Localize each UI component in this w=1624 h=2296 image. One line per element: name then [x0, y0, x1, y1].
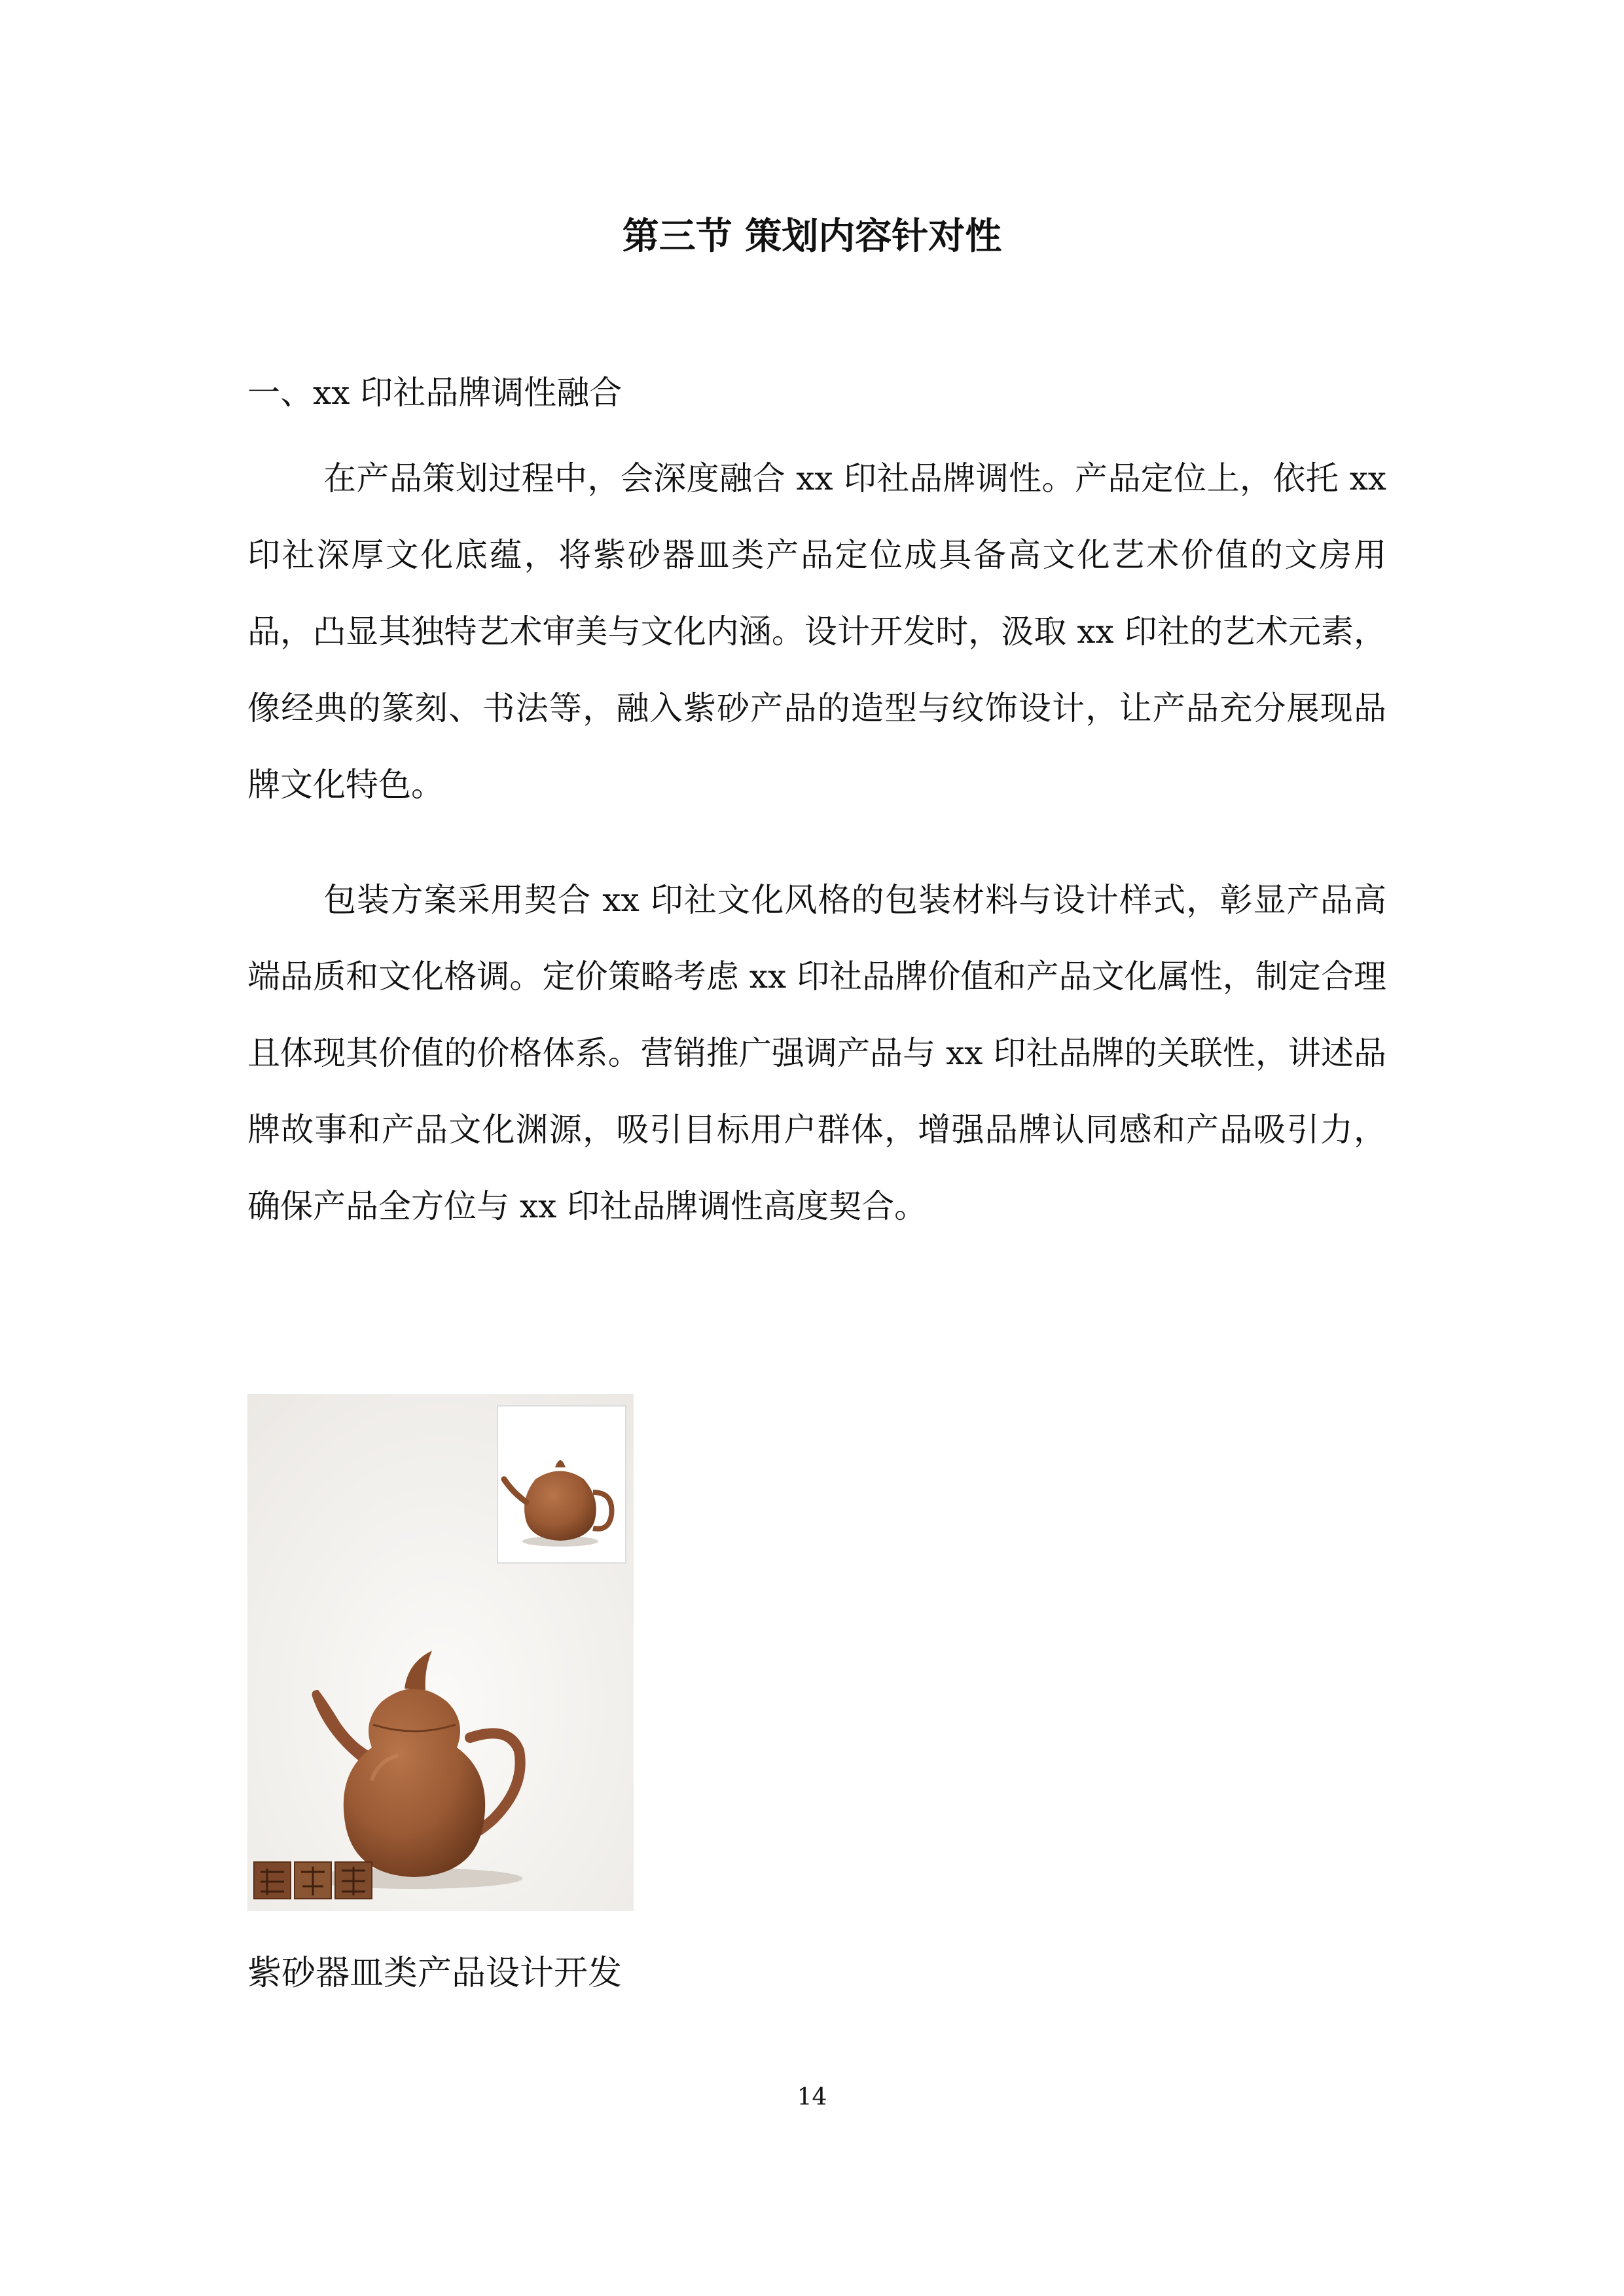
- body-paragraph-2: 包装方案采用契合 xx 印社文化风格的包装材料与设计样式，彰显产品高端品质和文化格调。定价策略考虑 xx 印社品牌价值和产品文化属性，制定合理且体现其价值的价格体系。营销推广强调产品与 xx 印社品牌的关联性，讲述品牌故事和产品文化渊源，吸引目标用户群体，增强品牌认同感和产品吸引力，确保产品全方位与 xx 印社品牌调性高度契合。: [247, 881, 1386, 1225]
- teapot-product-image: [247, 1394, 634, 1911]
- section-heading: 第三节 策划内容针对性: [622, 215, 1002, 258]
- seal-marks: [254, 1862, 372, 1899]
- figure-caption: 紫砂器皿类产品设计开发: [247, 1954, 623, 1993]
- teapot-thumbnail: [497, 1406, 626, 1563]
- page-number: 14: [797, 2084, 827, 2111]
- body-paragraph-1: 在产品策划过程中，会深度融合 xx 印社品牌调性。产品定位上，依托 xx 印社深厚文化底蕴，将紫砂器皿类产品定位成具备高文化艺术价值的文房用品，凸显其独特艺术审美与文化内涵。设计开发时，汲取 xx 印社的艺术元素，像经典的篆刻、书法等，融入紫砂产品的造型与纹饰设计，让产品充分展现品牌文化特色。: [247, 459, 1386, 804]
- subsection-title: 一、xx 印社品牌调性融合: [247, 374, 623, 412]
